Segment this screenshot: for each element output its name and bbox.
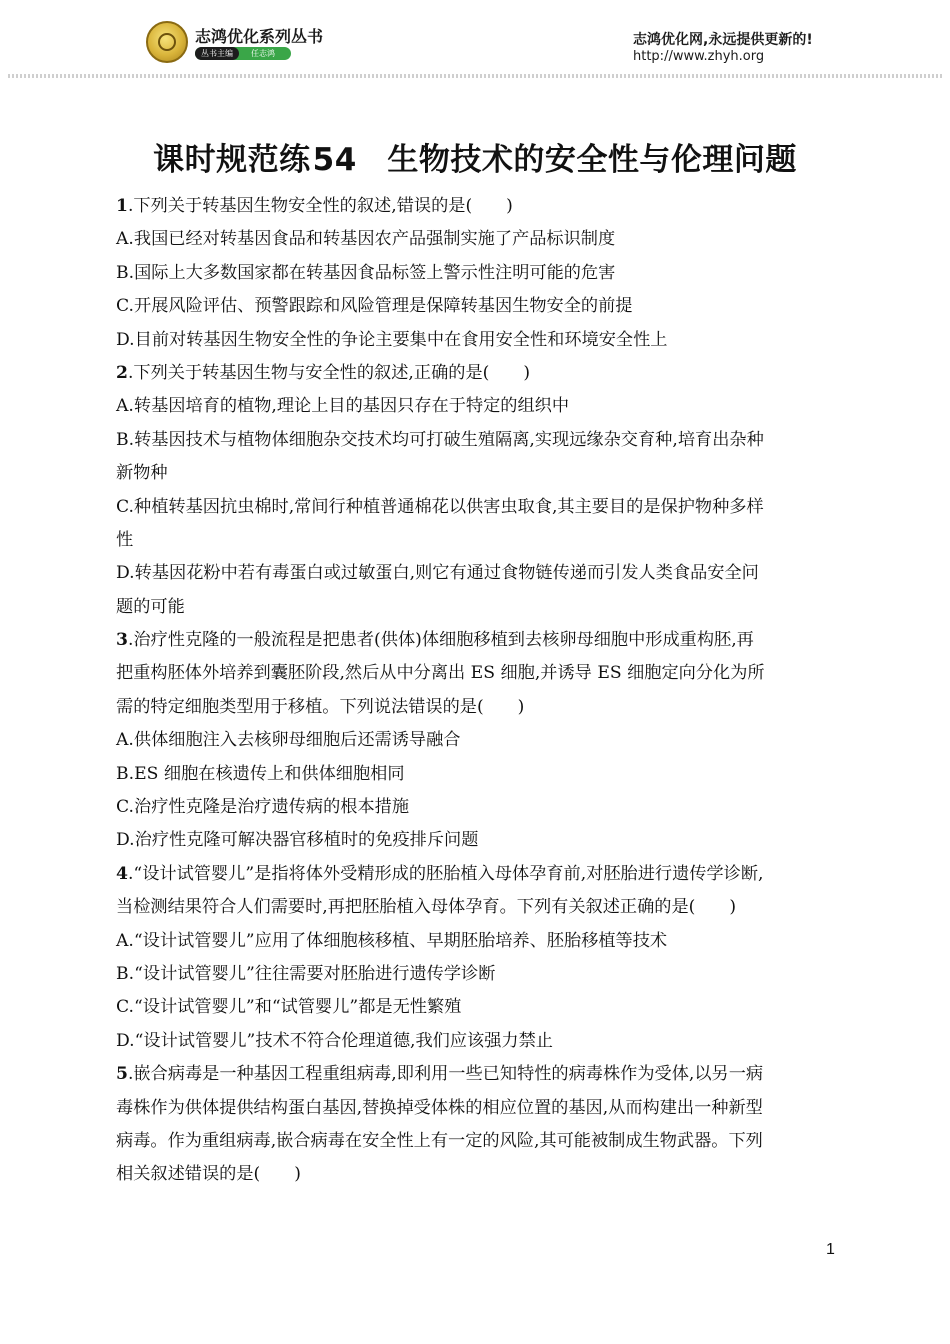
- question-stem-line: 5.嵌合病毒是一种基因工程重组病毒,即利用一些已知特性的病毒株作为受体,以另一病: [116, 1064, 764, 1085]
- option-b: B.ES 细胞在核遗传上和供体细胞相同: [116, 763, 405, 784]
- question-number: 2: [116, 362, 128, 383]
- question-stem-line: 毒株作为供体提供结构蛋白基因,替换掉受体株的相应位置的基因,从而构建出一种新型: [116, 1097, 763, 1118]
- question-2: [116, 357, 838, 624]
- question-number: 5: [116, 1064, 128, 1085]
- header-divider: [8, 74, 942, 78]
- site-slogan: 志鸿优化网,永远提供更新的!: [633, 32, 813, 48]
- question-stem-line: 3.治疗性克隆的一般流程是把患者(供体)体细胞移植到去核卵母细胞中形成重构胚,再: [116, 630, 754, 651]
- title-prefix: 课时规范练: [153, 142, 311, 178]
- brand-name: 志鸿优化系列丛书: [195, 27, 324, 46]
- option-c-continued: 性: [116, 529, 134, 550]
- option-c: C.开展风险评估、预警跟踪和风险管理是保障转基因生物安全的前提: [116, 296, 633, 317]
- option-c: C.治疗性克隆是治疗遗传病的根本措施: [116, 797, 410, 818]
- question-stem-line: 4.“设计试管婴儿”是指将体外受精形成的胚胎植入母体孕育前,对胚胎进行遗传学诊断,: [116, 863, 764, 884]
- option-b: B.国际上大多数国家都在转基因食品标签上警示性注明可能的危害: [116, 262, 616, 283]
- question-stem-line: 把重构胚体外培养到囊胚阶段,然后从中分离出 ES 细胞,并诱导 ES 细胞定向分化为所: [116, 663, 765, 684]
- site-url[interactable]: http://www.zhyh.org: [633, 49, 765, 64]
- page-header: [0, 0, 950, 80]
- question-1: [116, 190, 838, 357]
- option-a: A.转基因培育的植物,理论上目的基因只存在于特定的组织中: [116, 396, 570, 417]
- option-b-continued: 新物种: [116, 463, 168, 484]
- question-list: [116, 190, 838, 1192]
- editor-label: 丛书主编: [195, 47, 239, 60]
- option-a: A.“设计试管婴儿”应用了体细胞核移植、早期胚胎培养、胚胎移植等技术: [116, 930, 668, 951]
- option-c: C.“设计试管婴儿”和“试管婴儿”都是无性繁殖: [116, 997, 462, 1018]
- question-stem-line: 相关叙述错误的是( ): [116, 1164, 301, 1185]
- question-5: [116, 1058, 838, 1192]
- option-a: A.供体细胞注入去核卵母细胞后还需诱导融合: [116, 730, 461, 751]
- option-d: D.转基因花粉中若有毒蛋白或过敏蛋白,则它有通过食物链传递而引发人类食品安全问: [116, 563, 759, 584]
- option-d: D.“设计试管婴儿”技术不符合伦理道德,我们应该强力禁止: [116, 1030, 553, 1051]
- option-d-continued: 题的可能: [116, 596, 185, 617]
- option-b: B.转基因技术与植物体细胞杂交技术均可打破生殖隔离,实现远缘杂交育种,培育出杂种: [116, 429, 764, 450]
- page-number: 1: [826, 1241, 835, 1258]
- question-stem-line: 当检测结果符合人们需要时,再把胚胎植入母体孕育。下列有关叙述正确的是( ): [116, 897, 737, 918]
- question-number: 3: [116, 630, 128, 651]
- question-stem-line: 1.下列关于转基因生物安全性的叙述,错误的是( ): [116, 196, 513, 216]
- option-b: B.“设计试管婴儿”往往需要对胚胎进行遗传学诊断: [116, 963, 496, 984]
- editor-name: 任志鸿: [251, 49, 275, 58]
- option-c: C.种植转基因抗虫棉时,常间行种植普通棉花以供害虫取食,其主要目的是保护物种多样: [116, 496, 764, 517]
- seal-logo-icon: [146, 21, 188, 63]
- editor-badge: [195, 47, 291, 60]
- question-3: [116, 624, 838, 858]
- question-stem-line: 需的特定细胞类型用于移植。下列说法错误的是( ): [116, 696, 525, 717]
- question-4: [116, 858, 838, 1058]
- question-stem-line: 病毒。作为重组病毒,嵌合病毒在安全性上有一定的风险,其可能被制成生物武器。下列: [116, 1130, 763, 1151]
- option-d: D.目前对转基因生物安全性的争论主要集中在食用安全性和环境安全性上: [116, 329, 668, 350]
- question-number: 4: [116, 863, 128, 884]
- option-d: D.治疗性克隆可解决器官移植时的免疫排斥问题: [116, 830, 479, 851]
- title-number: 54: [312, 142, 357, 178]
- question-stem-line: 2.下列关于转基因生物与安全性的叙述,正确的是( ): [116, 362, 531, 383]
- question-number: 1: [116, 196, 128, 216]
- option-a: A.我国已经对转基因食品和转基因农产品强制实施了产品标识制度: [116, 229, 616, 250]
- title-topic: 生物技术的安全性与伦理问题: [387, 142, 797, 178]
- page-title: [0, 134, 950, 179]
